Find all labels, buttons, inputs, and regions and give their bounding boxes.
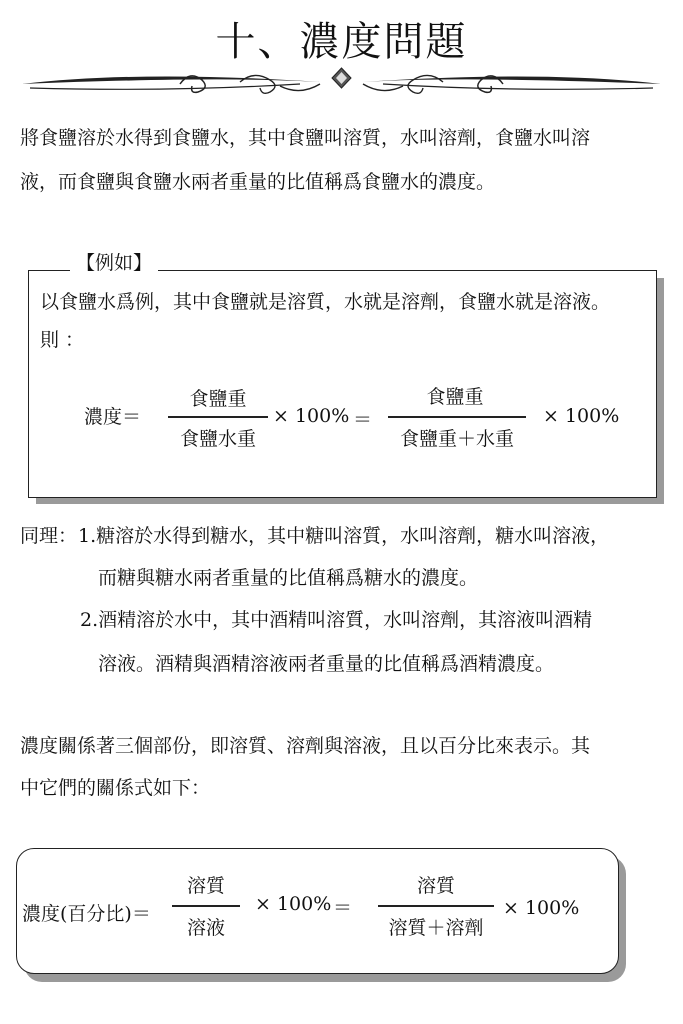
formula1-times-2: × 100%	[543, 405, 620, 427]
ornament-divider	[20, 62, 663, 102]
page-title: 十、濃度問題	[215, 19, 468, 65]
formula2-times-1: × 100%	[255, 893, 332, 915]
example-line-1: 以食鹽水爲例，其中食鹽就是溶質，水就是溶劑，食鹽水就是溶液。	[40, 291, 611, 313]
relation-line-2: 中它們的關係式如下：	[20, 777, 211, 799]
formula2-equals: ＝	[333, 897, 353, 919]
formula1-times-1: × 100%	[273, 405, 350, 427]
formula1-numerator-1: 食鹽重	[189, 388, 247, 410]
relation-line-1: 濃度關係著三個部份，即溶質、溶劑與溶液，且以百分比來表示。其	[20, 735, 591, 757]
formula2-denominator-2: 溶質＋溶劑	[388, 917, 484, 939]
similar-item1-line1: 1.糖溶於水得到糖水，其中糖叫溶質，水叫溶劑，糖水叫溶液，	[78, 525, 610, 547]
similar-item2-line1: 2.酒精溶於水中，其中酒精叫溶質，水叫溶劑，其溶液叫酒精	[80, 609, 593, 631]
example-line-2: 則 ：	[40, 329, 85, 351]
formula2-fraction-bar-1	[172, 905, 240, 907]
formula1-fraction-bar-1	[168, 416, 268, 418]
formula1-numerator-2: 食鹽重	[426, 386, 484, 408]
formula1-lhs: 濃度＝	[84, 406, 142, 428]
intro-line-1: 將食鹽溶於水得到食鹽水，其中食鹽叫溶質，水叫溶劑，食鹽水叫溶	[20, 127, 591, 149]
example-heading: 【例如】	[70, 248, 158, 275]
formula2-times-2: × 100%	[503, 897, 580, 919]
similar-label: 同理：	[20, 525, 78, 547]
formula2-fraction-bar-2	[378, 905, 494, 907]
formula1-equals: ＝	[353, 409, 373, 431]
formula1-denominator-1: 食鹽水重	[179, 428, 256, 450]
similar-item2-line2: 溶液。酒精與酒精溶液兩者重量的比值稱爲酒精濃度。	[98, 653, 555, 675]
intro-line-2: 液，而食鹽與食鹽水兩者重量的比值稱爲食鹽水的濃度。	[20, 171, 496, 193]
formula2-lhs: 濃度(百分比)＝	[22, 903, 151, 925]
formula1-fraction-bar-2	[388, 416, 526, 418]
similar-item1-line2: 而糖與糖水兩者重量的比值稱爲糖水的濃度。	[98, 567, 479, 589]
formula1-denominator-2: 食鹽重＋水重	[399, 428, 514, 450]
formula2-numerator-2: 溶質	[416, 875, 455, 897]
formula2-denominator-1: 溶液	[186, 917, 225, 939]
formula2-numerator-1: 溶質	[186, 875, 225, 897]
